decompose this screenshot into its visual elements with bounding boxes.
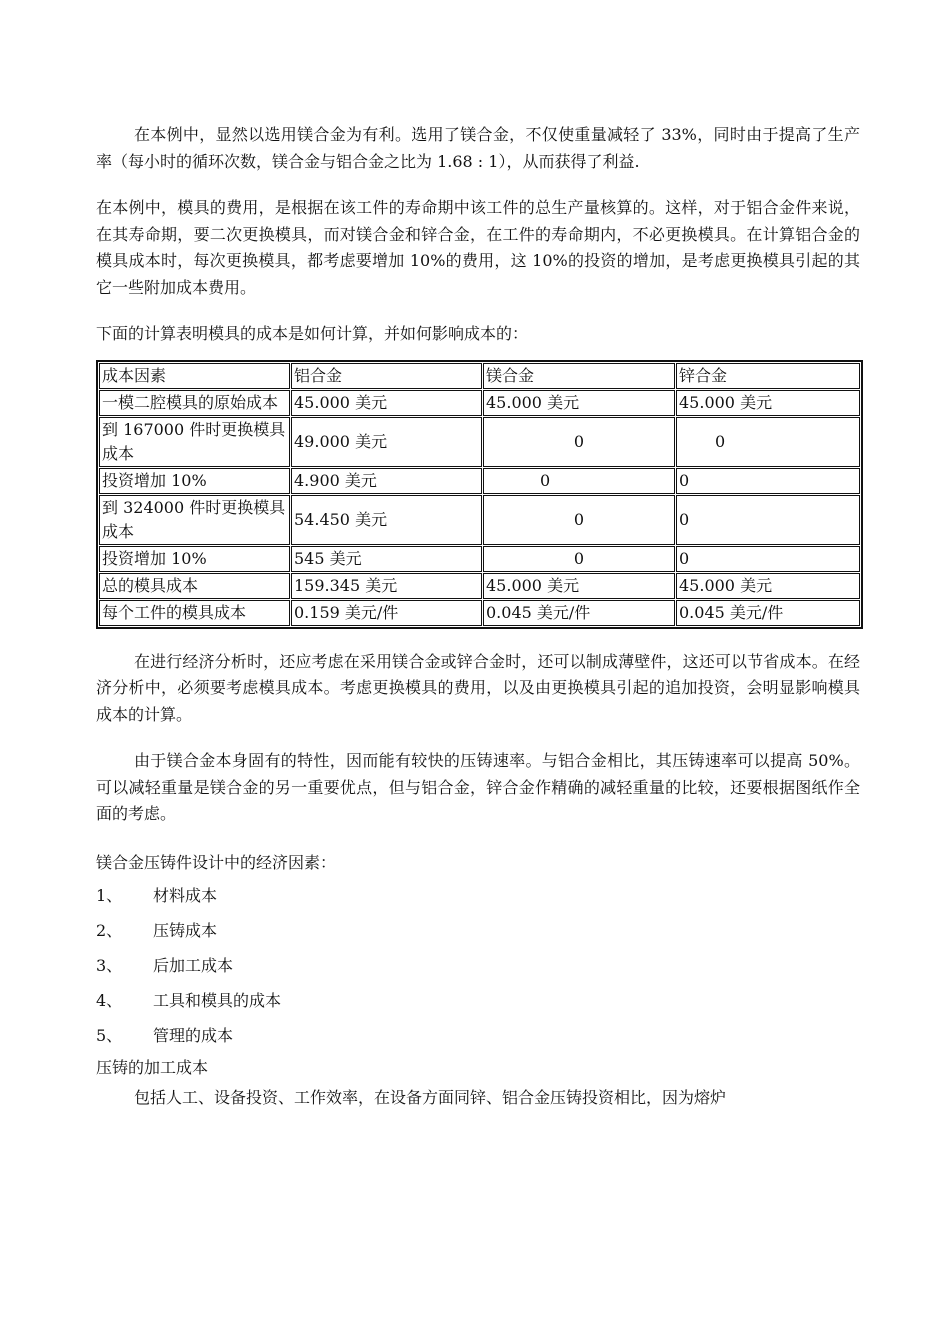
document-page <box>96 122 860 1113</box>
table-cell: 45.000 美元 <box>676 390 860 416</box>
table-cell: 0 <box>483 417 675 467</box>
table-cell: 0 <box>676 417 860 467</box>
list-item <box>96 1018 860 1053</box>
list-item-text: 材料成本 <box>153 885 218 905</box>
table-row <box>99 573 860 599</box>
table-cell: 45.000 美元 <box>483 390 675 416</box>
table-cell: 159.345 美元 <box>291 573 482 599</box>
economic-factors-list <box>96 878 860 1053</box>
table-cell: 49.000 美元 <box>291 417 482 467</box>
list-item <box>96 913 860 948</box>
list-item-text: 工具和模具的成本 <box>153 990 282 1010</box>
table-header-cell: 成本因素 <box>99 363 290 389</box>
list-item <box>96 878 860 913</box>
table-cell: 0.045 美元/件 <box>676 600 860 626</box>
table-cell: 0 <box>676 468 860 494</box>
table-cell: 0.159 美元/件 <box>291 600 482 626</box>
list-item-number: 3、 <box>96 955 123 975</box>
list-item-text: 管理的成本 <box>153 1025 234 1045</box>
paragraph-casting-cost: 包括人工、设备投资、工作效率，在设备方面同锌、铝合金压铸投资相比，因为熔炉 <box>134 1087 727 1107</box>
table-cell: 45.000 美元 <box>676 573 860 599</box>
table-cell: 0 <box>483 546 675 572</box>
section-heading-economic-factors: 镁合金压铸件设计中的经济因素： <box>96 852 337 872</box>
paragraph-mold-cost-basis: 在本例中，模具的费用，是根据在该工件的寿命期中该工件的总生产量核算的。这样，对于铝合金件来说，在其寿命期，要二次更换模具，而对镁合金和锌合金，在工件的寿命期内，不必更换模具。在计算铝合金的模具成本时，每次更换模具，都考虑要增加 10%的费用，这 10%的投资的增加，是考虑更换模具引起的其它一些附加成本费用。 <box>96 198 860 297</box>
table-cell: 到 324000 件时更换模具成本 <box>99 495 290 545</box>
list-item <box>96 983 860 1018</box>
list-item-number: 1、 <box>96 885 123 905</box>
list-item-text: 后加工成本 <box>153 955 234 975</box>
list-item <box>96 948 860 983</box>
table-header-cell: 铝合金 <box>291 363 482 389</box>
table-row <box>99 417 860 467</box>
table-row <box>99 390 860 416</box>
list-item-number: 4、 <box>96 990 123 1010</box>
table-cell: 投资增加 10% <box>99 546 290 572</box>
mold-cost-table <box>96 360 863 629</box>
list-item-number: 5、 <box>96 1025 123 1045</box>
table-row <box>99 495 860 545</box>
table-cell: 4.900 美元 <box>291 468 482 494</box>
table-cell: 总的模具成本 <box>99 573 290 599</box>
table-row <box>99 468 860 494</box>
table-row <box>99 600 860 626</box>
table-cell: 一模二腔模具的原始成本 <box>99 390 290 416</box>
table-cell: 投资增加 10% <box>99 468 290 494</box>
table-cell: 45.000 美元 <box>483 573 675 599</box>
table-cell: 0 <box>483 495 675 545</box>
table-cell: 0 <box>483 468 675 494</box>
list-item-number: 2、 <box>96 920 123 940</box>
paragraph-table-intro: 下面的计算表明模具的成本是如何计算，并如何影响成本的： <box>96 324 529 343</box>
paragraph-casting-rate: 由于镁合金本身固有的特性，因而能有较快的压铸速率。与铝合金相比，其压铸速率可以提高 50%。可以减轻重量是镁合金的另一重要优点，但与铝合金，锌合金作精确的减轻重量的比较，还要根据图纸作全面的考虑。 <box>96 751 860 823</box>
table-cell: 0.045 美元/件 <box>483 600 675 626</box>
list-item-text: 压铸成本 <box>153 920 218 940</box>
table-header-cell: 锌合金 <box>676 363 860 389</box>
table-cell: 到 167000 件时更换模具成本 <box>99 417 290 467</box>
paragraph-magnesium-advantage: 在本例中，显然以选用镁合金为有利。选用了镁合金，不仅使重量减轻了 33%，同时由于提高了生产率（每小时的循环次数，镁合金与铝合金之比为 1.68 : 1），从而获得了利益. <box>96 125 860 171</box>
table-row <box>99 546 860 572</box>
table-cell: 每个工件的模具成本 <box>99 600 290 626</box>
table-header-row <box>99 363 860 389</box>
table-cell: 545 美元 <box>291 546 482 572</box>
table-header-cell: 镁合金 <box>483 363 675 389</box>
paragraph-economic-analysis: 在进行经济分析时，还应考虑在采用镁合金或锌合金时，还可以制成薄壁件，这还可以节省成本。在经济分析中，必须要考虑模具成本。考虑更换模具的费用，以及由更换模具引起的追加投资，会明显影响模具成本的计算。 <box>96 651 860 724</box>
table-cell: 0 <box>676 495 860 545</box>
section-heading-casting-cost: 压铸的加工成本 <box>96 1057 209 1077</box>
table-cell: 0 <box>676 546 860 572</box>
table-cell: 45.000 美元 <box>291 390 482 416</box>
table-cell: 54.450 美元 <box>291 495 482 545</box>
